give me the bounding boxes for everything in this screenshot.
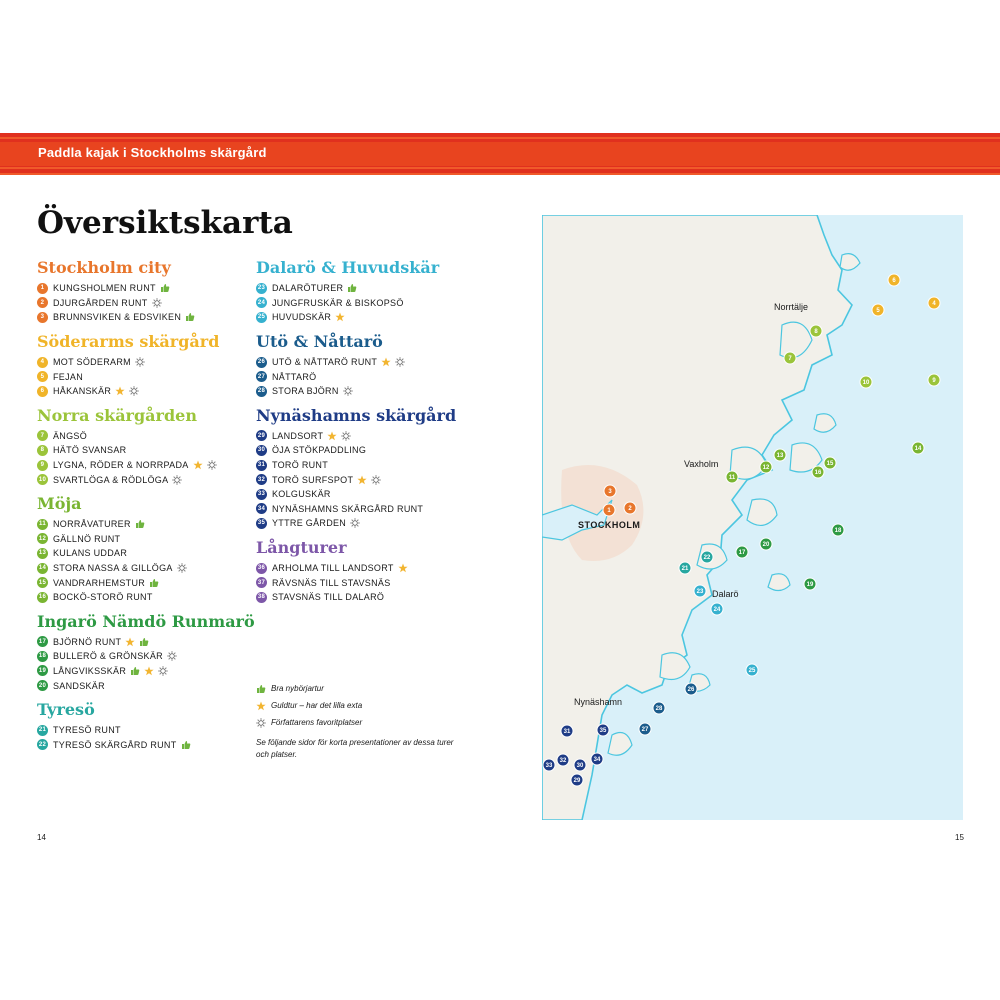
thumbs-up-icon	[160, 283, 170, 293]
map-marker-label: 23	[696, 589, 704, 596]
tour-item	[37, 384, 257, 399]
tour-number-badge: 37	[256, 577, 267, 588]
thumbs-up-icon	[256, 684, 266, 694]
tour-number-badge: 17	[37, 636, 48, 647]
tour-name: GÄLLNÖ RUNT	[53, 533, 121, 544]
map-marker-label: 31	[563, 729, 571, 736]
map-marker-30	[574, 759, 586, 771]
region-title: Långturer	[256, 537, 347, 557]
region-title: Dalarö & Huvudskär	[256, 258, 440, 277]
tour-item	[256, 296, 476, 311]
map-marker-21	[679, 562, 691, 574]
map-marker-label: 22	[703, 555, 711, 562]
legend-star-text: Guldtur – har det lilla exta	[271, 701, 363, 710]
tour-name: FEJAN	[53, 371, 84, 382]
tour-item	[37, 546, 257, 561]
sun-icon	[371, 475, 381, 485]
tour-number-badge: 23	[256, 283, 267, 294]
tour-name: MOT SÖDERARM	[53, 357, 131, 368]
map-marker-17	[736, 546, 748, 558]
map-marker-label: 16	[814, 470, 822, 477]
map-marker-label: 35	[599, 728, 607, 735]
map-marker-18	[832, 524, 844, 536]
tour-number-badge: 32	[256, 474, 267, 485]
tour-name: NYNÄSHAMNS SKÄRGÅRD RUNT	[272, 503, 424, 514]
map-marker-label: 11	[728, 475, 736, 482]
tour-name: NORRÅVATURER	[53, 519, 131, 530]
tour-name: ÖJA STÖKPADDLING	[272, 445, 367, 456]
tour-name: STAVSNÄS TILL DALARÖ	[272, 592, 385, 603]
tour-name: DJURGÅRDEN RUNT	[53, 297, 148, 308]
sun-icon	[350, 518, 360, 528]
gold-star-icon	[125, 637, 135, 647]
tour-number-badge: 18	[37, 651, 48, 662]
legend-sun-text: Författarens favoritplatser	[271, 718, 363, 727]
tour-item	[256, 458, 476, 473]
sun-icon	[256, 718, 266, 728]
tour-item	[37, 664, 257, 679]
tour-item	[37, 296, 257, 311]
place-label: Vaxholm	[684, 459, 719, 469]
tour-list-left	[37, 258, 257, 759]
overview-map	[542, 215, 963, 820]
tour-number-badge: 26	[256, 357, 267, 368]
tour-name: BULLERÖ & GRÖNSKÄR	[53, 651, 163, 662]
map-marker-25	[746, 664, 758, 676]
thumbs-up-icon	[149, 578, 159, 588]
region-soderarm	[37, 332, 257, 399]
tour-name: KUNGSHOLMEN RUNT	[53, 283, 156, 294]
sun-icon	[158, 666, 168, 676]
sun-icon	[152, 298, 162, 308]
map-marker-2	[624, 502, 636, 514]
tour-item	[256, 443, 476, 458]
region-title: Utö & Nåttarö	[256, 331, 383, 351]
tour-number-badge: 10	[37, 474, 48, 485]
tour-number-badge: 35	[256, 518, 267, 529]
region-ingaro	[37, 612, 257, 693]
map-marker-4	[928, 297, 940, 309]
region-dalaro	[256, 258, 476, 325]
map-marker-label: 19	[806, 582, 814, 589]
tour-item	[256, 561, 476, 576]
tour-name: TORÖ SURFSPOT	[272, 474, 354, 485]
map-marker-label: 17	[738, 550, 746, 557]
sun-icon	[135, 357, 145, 367]
tour-item	[37, 355, 257, 370]
tour-number-badge: 6	[37, 386, 48, 397]
tour-item	[37, 517, 257, 532]
tour-item	[256, 590, 476, 605]
map-marker-label: 26	[687, 687, 695, 694]
sun-icon	[395, 357, 405, 367]
map-marker-31	[561, 725, 573, 737]
tour-number-badge: 5	[37, 371, 48, 382]
map-marker-23	[694, 585, 706, 597]
region-tyreso	[37, 700, 257, 752]
tour-number-badge: 22	[37, 739, 48, 750]
tour-list-right	[256, 258, 476, 612]
tour-number-badge: 38	[256, 592, 267, 603]
header-banner	[0, 133, 1000, 175]
tour-name: YTTRE GÅRDEN	[272, 518, 347, 529]
map-marker-5	[872, 304, 884, 316]
region-nynashamn	[256, 406, 476, 531]
tour-number-badge: 27	[256, 371, 267, 382]
map-marker-label: 24	[713, 607, 721, 614]
tour-name: SVARTLÖGA & RÖDLÖGA	[53, 474, 169, 485]
place-label: Dalarö	[712, 589, 739, 599]
tour-number-badge: 28	[256, 386, 267, 397]
map-marker-label: 15	[826, 461, 834, 468]
gold-star-icon	[256, 701, 266, 711]
sun-icon	[172, 475, 182, 485]
tour-item	[37, 472, 257, 487]
tour-item	[37, 575, 257, 590]
place-label: STOCKHOLM	[578, 520, 641, 530]
gold-star-icon	[381, 357, 391, 367]
map-marker-label: 27	[641, 727, 649, 734]
map-marker-label: 29	[573, 778, 581, 785]
thumbs-up-icon	[181, 740, 191, 750]
tour-name: TYRESÖ RUNT	[53, 725, 121, 736]
tour-number-badge: 14	[37, 563, 48, 574]
map-marker-label: 25	[748, 668, 756, 675]
map-marker-15	[824, 457, 836, 469]
map-marker-label: 2	[628, 506, 632, 513]
tour-name: HUVUDSKÄR	[272, 312, 332, 323]
tour-number-badge: 9	[37, 460, 48, 471]
tour-number-badge: 25	[256, 312, 267, 323]
map-marker-9	[928, 374, 940, 386]
map-marker-3	[604, 485, 616, 497]
tour-number-badge: 16	[37, 592, 48, 603]
tour-name: VANDRARHEMSTUR	[53, 577, 146, 588]
tour-name: TYRESÖ SKÄRGÅRD RUNT	[53, 739, 177, 750]
tour-item	[37, 458, 257, 473]
tour-item	[37, 635, 257, 650]
map-marker-26	[685, 683, 697, 695]
tour-name: KOLGUSKÄR	[272, 489, 331, 500]
tour-item	[256, 310, 476, 325]
legend-note: Se följande sidor för korta presentationer av dessa turer och platser.	[256, 738, 454, 759]
map-marker-label: 5	[876, 308, 880, 315]
sun-icon	[129, 386, 139, 396]
map-marker-1	[603, 504, 615, 516]
tour-number-badge: 31	[256, 460, 267, 471]
place-label: Nynäshamn	[574, 697, 623, 707]
gold-star-icon	[144, 666, 154, 676]
tour-item	[37, 678, 257, 693]
page-title: Översiktskarta	[37, 205, 293, 241]
map-marker-6	[888, 274, 900, 286]
tour-name: HÅKANSKÄR	[53, 386, 112, 397]
map-marker-label: 21	[681, 566, 689, 573]
map-marker-label: 14	[914, 446, 922, 453]
tour-item	[37, 281, 257, 296]
region-title: Söderarms skärgård	[37, 331, 220, 351]
tour-number-badge: 4	[37, 357, 48, 368]
tour-number-badge: 3	[37, 312, 48, 323]
gold-star-icon	[327, 431, 337, 441]
map-marker-label: 12	[762, 465, 770, 472]
region-langturer	[256, 538, 476, 605]
region-title: Ingarö Nämdö Runmarö	[37, 611, 255, 631]
tour-number-badge: 2	[37, 297, 48, 308]
tour-number-badge: 13	[37, 548, 48, 559]
legend-row-thumb	[256, 680, 466, 697]
tour-item	[256, 502, 476, 517]
map-marker-label: 10	[862, 380, 870, 387]
map-marker-label: 30	[576, 763, 584, 770]
map-canvas	[542, 215, 963, 820]
thumbs-up-icon	[130, 666, 140, 676]
tour-number-badge: 12	[37, 533, 48, 544]
region-title: Tyresö	[37, 699, 95, 719]
tour-number-badge: 20	[37, 680, 48, 691]
tour-name: BOCKÖ-STORÖ RUNT	[53, 592, 153, 603]
map-marker-16	[812, 466, 824, 478]
tour-number-badge: 24	[256, 297, 267, 308]
legend-thumb-text: Bra nybörjartur	[271, 684, 324, 693]
tour-item	[37, 532, 257, 547]
tour-number-badge: 15	[37, 577, 48, 588]
map-marker-7	[784, 352, 796, 364]
map-marker-label: 33	[545, 763, 553, 770]
map-marker-11	[726, 471, 738, 483]
tour-number-badge: 30	[256, 445, 267, 456]
sun-icon	[207, 460, 217, 470]
map-marker-20	[760, 538, 772, 550]
gold-star-icon	[335, 312, 345, 322]
map-marker-label: 4	[932, 301, 936, 308]
tour-number-badge: 36	[256, 563, 267, 574]
place-label: Norrtälje	[774, 302, 809, 312]
tour-name: UTÖ & NÅTTARÖ RUNT	[272, 357, 378, 368]
map-marker-label: 7	[788, 356, 792, 363]
book-title: Paddla kajak i Stockholms skärgård	[38, 145, 267, 160]
tour-item	[37, 723, 257, 738]
tour-number-badge: 1	[37, 283, 48, 294]
page-number-right: 15	[955, 833, 964, 842]
tour-item	[256, 487, 476, 502]
map-marker-10	[860, 376, 872, 388]
page-number-left: 14	[37, 833, 46, 842]
sun-icon	[343, 386, 353, 396]
tour-name: ÄNGSÖ	[53, 430, 88, 441]
map-marker-label: 3	[608, 489, 612, 496]
tour-item	[256, 369, 476, 384]
thumbs-up-icon	[139, 637, 149, 647]
tour-item	[37, 561, 257, 576]
map-marker-28	[653, 702, 665, 714]
tour-name: DALARÖTURER	[272, 283, 344, 294]
tour-number-badge: 19	[37, 665, 48, 676]
sun-icon	[177, 563, 187, 573]
sun-icon	[341, 431, 351, 441]
tour-item	[256, 575, 476, 590]
map-marker-32	[557, 754, 569, 766]
map-marker-12	[760, 461, 772, 473]
tour-item	[256, 281, 476, 296]
map-marker-19	[804, 578, 816, 590]
map-marker-label: 20	[762, 542, 770, 549]
map-marker-14	[912, 442, 924, 454]
tour-item	[37, 737, 257, 752]
tour-name: BJÖRNÖ RUNT	[53, 636, 122, 647]
map-marker-33	[543, 759, 555, 771]
map-marker-label: 34	[593, 757, 601, 764]
thumbs-up-icon	[185, 312, 195, 322]
legend-row-star	[256, 697, 466, 714]
thumbs-up-icon	[135, 519, 145, 529]
region-title: Norra skärgården	[37, 405, 197, 425]
region-title: Möja	[37, 493, 82, 513]
map-marker-24	[711, 603, 723, 615]
tour-number-badge: 33	[256, 489, 267, 500]
sun-icon	[167, 651, 177, 661]
region-moja	[37, 494, 257, 605]
map-marker-13	[774, 449, 786, 461]
tour-name: KULANS UDDAR	[53, 548, 128, 559]
tour-number-badge: 21	[37, 725, 48, 736]
gold-star-icon	[357, 475, 367, 485]
tour-item	[256, 516, 476, 531]
tour-item	[37, 429, 257, 444]
legend	[256, 680, 466, 761]
region-title: Stockholm city	[37, 258, 171, 277]
tour-name: ARHOLMA TILL LANDSORT	[272, 563, 394, 574]
tour-name: SANDSKÄR	[53, 680, 105, 691]
map-marker-label: 8	[814, 329, 818, 336]
map-marker-34	[591, 753, 603, 765]
tour-item	[37, 649, 257, 664]
tour-item	[256, 472, 476, 487]
tour-item	[37, 310, 257, 325]
tour-number-badge: 11	[37, 519, 48, 530]
gold-star-icon	[115, 386, 125, 396]
tour-item	[256, 355, 476, 370]
region-stockholm	[37, 258, 257, 325]
tour-item	[256, 384, 476, 399]
tour-number-badge: 34	[256, 503, 267, 514]
header-band	[0, 142, 1000, 166]
map-marker-35	[597, 724, 609, 736]
tour-item	[37, 590, 257, 605]
region-norra	[37, 406, 257, 487]
map-marker-label: 13	[776, 453, 784, 460]
tour-name: LÅNGVIKSSKÄR	[53, 665, 127, 676]
tour-item	[37, 369, 257, 384]
tour-item	[37, 443, 257, 458]
tour-number-badge: 29	[256, 430, 267, 441]
tour-name: LYGNA, RÖDER & NORRPADA	[53, 460, 189, 471]
tour-number-badge: 7	[37, 430, 48, 441]
tour-name: STORA NASSA & GILLÖGA	[53, 563, 173, 574]
tour-name: JUNGFRUSKÄR & BISKOPSÖ	[272, 297, 404, 308]
region-uto	[256, 332, 476, 399]
thumbs-up-icon	[347, 283, 357, 293]
map-marker-label: 9	[932, 378, 936, 385]
map-marker-8	[810, 325, 822, 337]
gold-star-icon	[193, 460, 203, 470]
map-marker-22	[701, 551, 713, 563]
map-marker-label: 1	[607, 508, 611, 515]
tour-name: RÄVSNÄS TILL STAVSNÄS	[272, 577, 391, 588]
tour-number-badge: 8	[37, 445, 48, 456]
map-marker-27	[639, 723, 651, 735]
map-marker-label: 32	[559, 758, 567, 765]
legend-row-sun	[256, 714, 466, 731]
map-marker-label: 28	[655, 706, 663, 713]
tour-name: NÅTTARÖ	[272, 371, 317, 382]
map-marker-label: 6	[892, 278, 896, 285]
tour-name: LANDSORT	[272, 430, 324, 441]
tour-name: BRUNNSVIKEN & EDSVIKEN	[53, 312, 182, 323]
map-marker-label: 18	[834, 528, 842, 535]
tour-name: HÄTÖ SVANSAR	[53, 445, 127, 456]
region-title: Nynäshamns skärgård	[256, 405, 457, 425]
map-marker-29	[571, 774, 583, 786]
tour-name: TORÖ RUNT	[272, 460, 329, 471]
gold-star-icon	[398, 563, 408, 573]
tour-name: STORA BJÖRN	[272, 386, 339, 397]
tour-item	[256, 429, 476, 444]
